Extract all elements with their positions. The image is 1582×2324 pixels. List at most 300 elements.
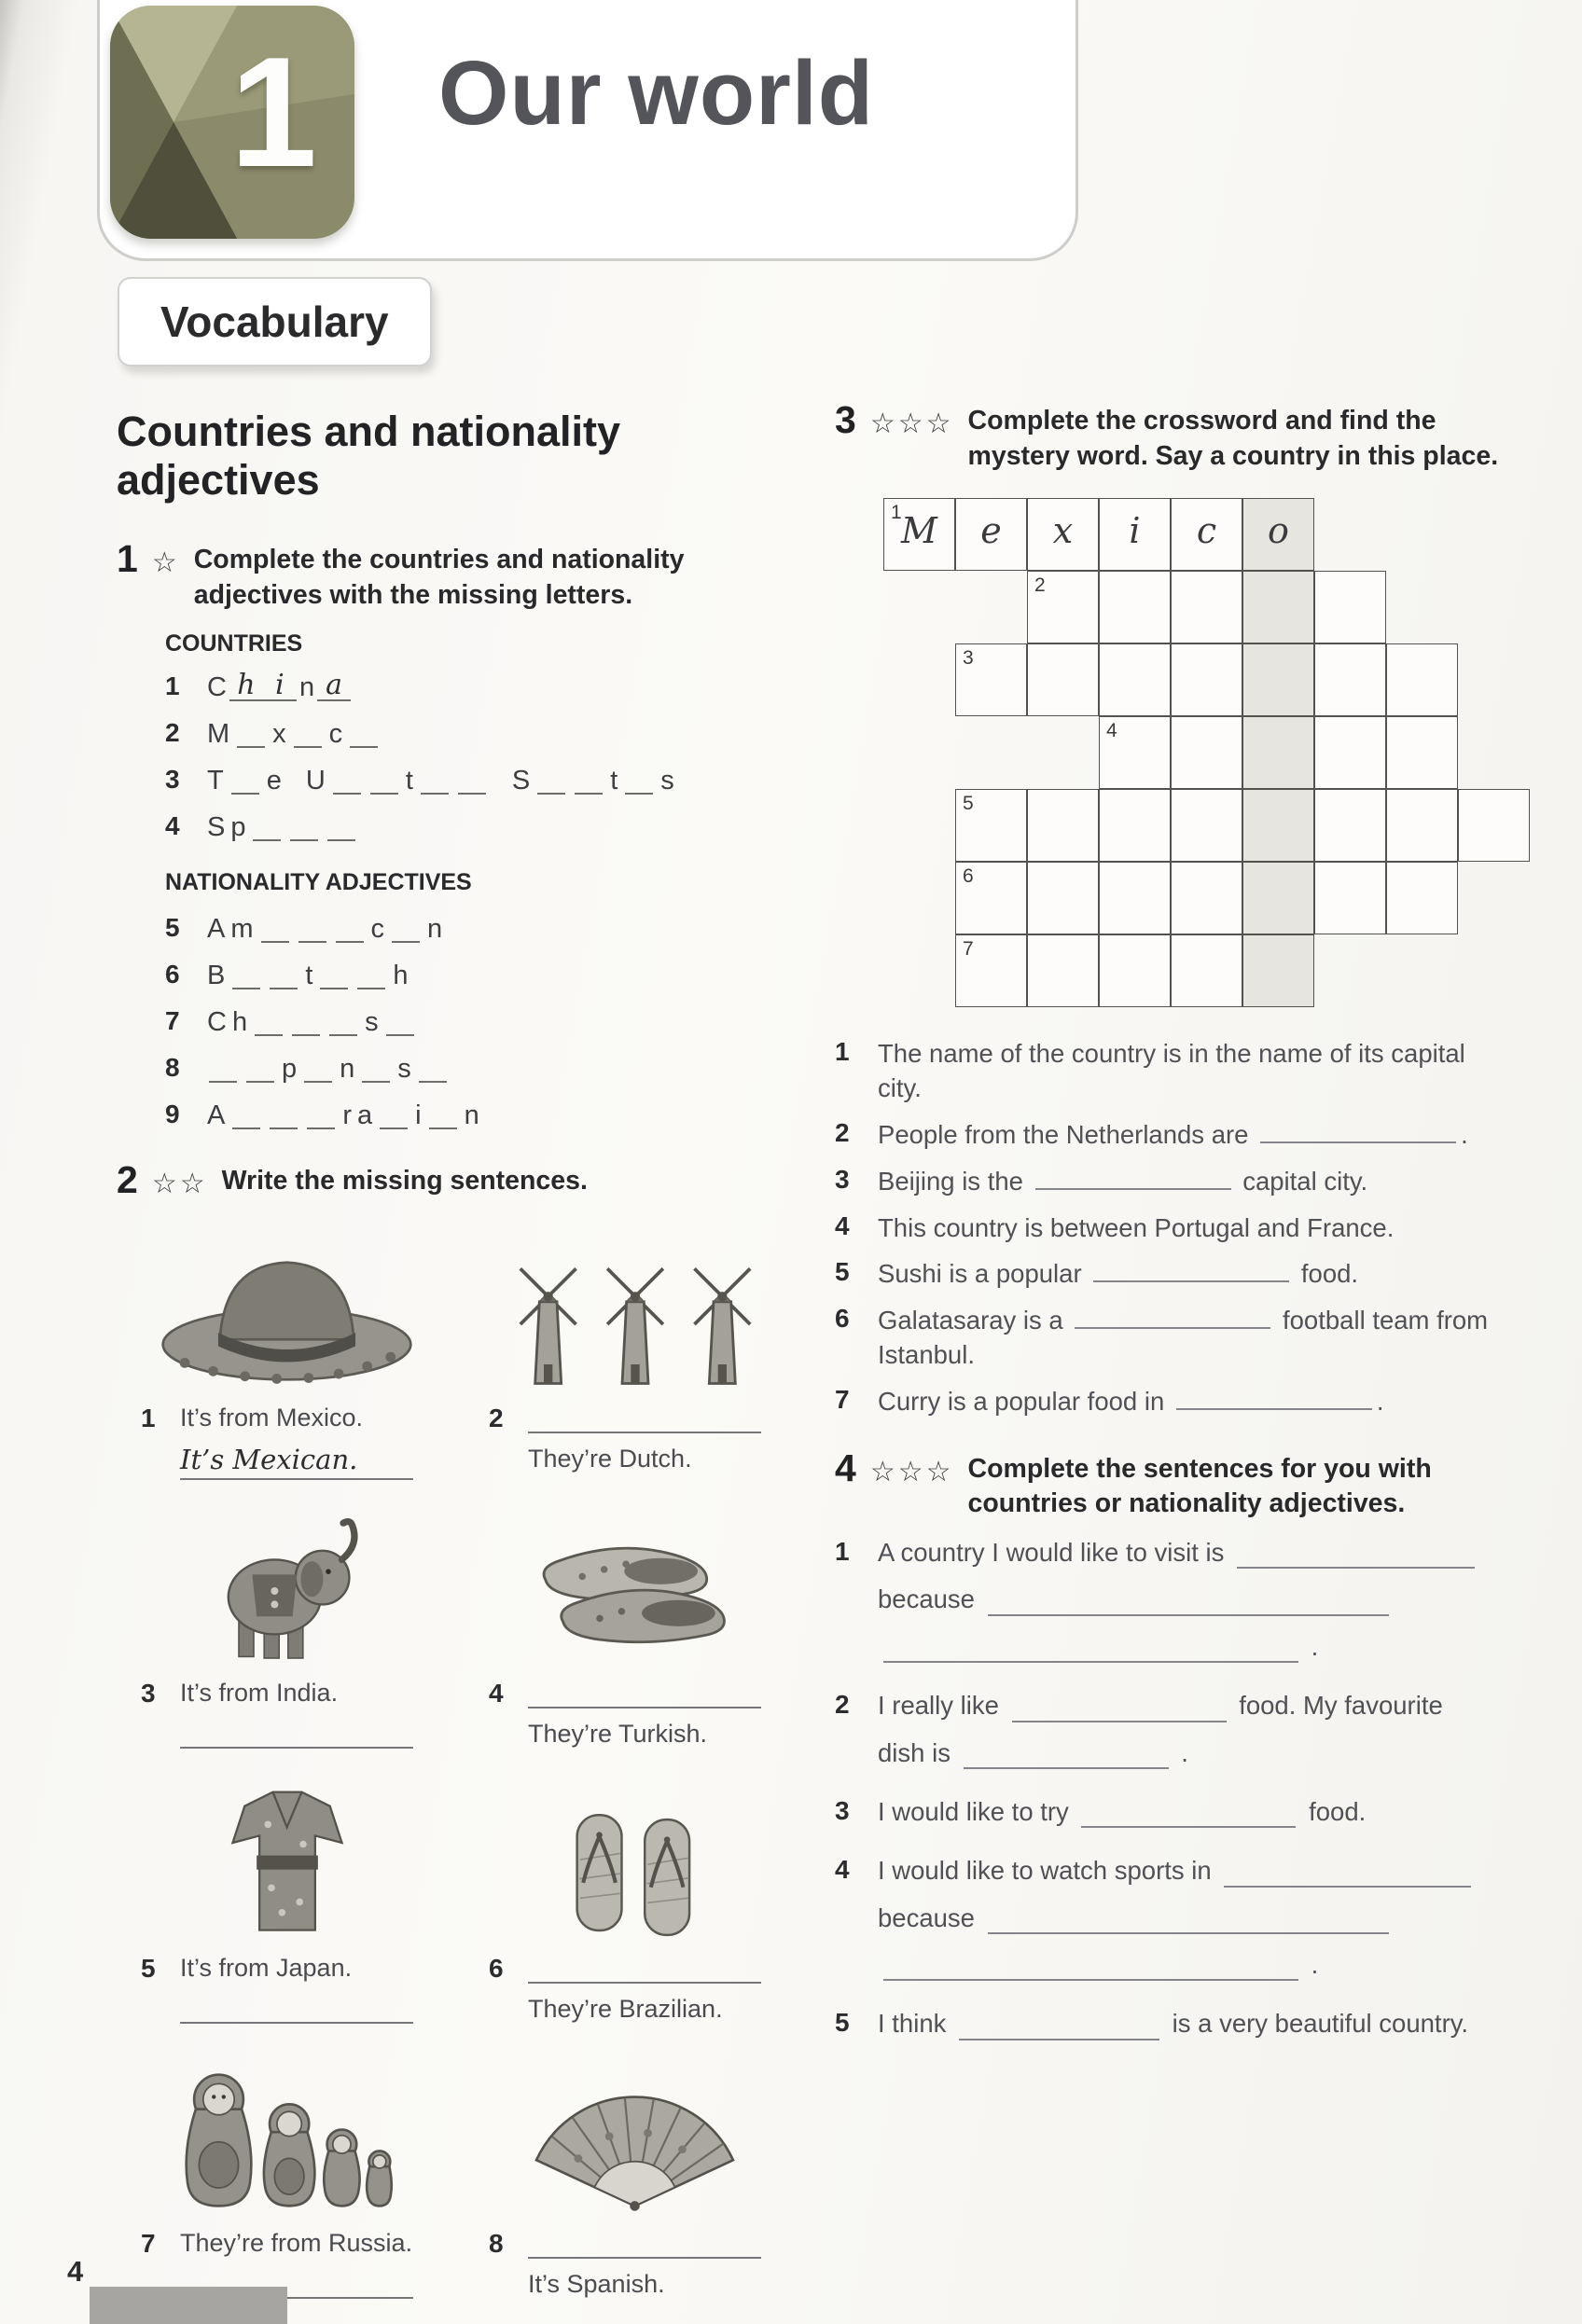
sentence-text: A country I would like to visit is — [878, 1538, 1232, 1568]
printed-letter: r — [342, 1100, 353, 1130]
crossword-cell — [1099, 498, 1171, 571]
exercise-instruction: Complete the sentences for you with countries or nationality adjectives. — [967, 1453, 1432, 1519]
sentence-text: . — [1304, 1950, 1319, 1980]
word-completion-item — [165, 808, 812, 841]
item-number: 2 — [165, 718, 180, 748]
printed-letter: n — [464, 1100, 479, 1130]
item-number: 6 — [835, 1304, 850, 1334]
answer-blank — [1093, 1260, 1289, 1282]
crossword-cell — [1242, 571, 1314, 643]
sentence-lines — [878, 1690, 1544, 1784]
printed-letter: n — [427, 913, 443, 944]
crossword-cell — [1242, 862, 1314, 934]
answer-blank — [1081, 1802, 1296, 1828]
sentence-text: . — [1173, 1737, 1188, 1767]
sentence-item — [835, 1537, 1544, 1678]
clue-text: Curry is a popular food in . — [878, 1386, 1384, 1416]
slippers-image — [465, 1500, 805, 1666]
caption-lines — [180, 1954, 457, 2035]
crossword-letter: M — [901, 510, 937, 552]
crossword-cell — [1171, 789, 1242, 862]
item-number: 5 — [141, 1954, 156, 1984]
printed-letter: i — [415, 1100, 422, 1130]
crossword-cell — [1314, 571, 1386, 643]
printed-letter: p — [282, 1053, 298, 1084]
letter-blank — [290, 808, 318, 841]
item-number: 2 — [489, 1404, 504, 1433]
crossword-clue-number: 4 — [1106, 720, 1117, 742]
item-caption — [117, 1954, 457, 2035]
crossword-cell — [1242, 498, 1314, 571]
letter-blank — [419, 1049, 447, 1083]
left-column — [117, 408, 812, 2310]
nationalities-label: NATIONALITY ADJECTIVES — [165, 869, 472, 896]
sentence-text: I really like — [878, 1691, 1006, 1721]
sentence-text: I would like to watch sports in — [878, 1856, 1219, 1886]
answer-blank-line — [528, 1679, 761, 1708]
sentence-line — [878, 1949, 1544, 1981]
crossword-clue-number: 3 — [963, 647, 974, 670]
answer-blank-line — [528, 1954, 761, 1984]
crossword-cell — [1027, 643, 1099, 716]
word-completion-item — [165, 761, 812, 795]
item-number: 2 — [835, 1117, 850, 1147]
caption-lines — [528, 1679, 805, 1760]
sentence-text: because — [878, 1584, 982, 1614]
printed-letter: s — [660, 765, 674, 795]
sentence-item — [835, 1855, 1544, 1996]
handwritten-answer-letter: h — [229, 671, 263, 702]
letter-blank — [386, 1003, 414, 1036]
letter-blank — [350, 714, 378, 748]
difficulty-stars: ☆ — [151, 547, 180, 579]
sentence-text: dish is — [878, 1737, 958, 1767]
answer-blank — [1012, 1696, 1227, 1722]
clue-text: The name of the country is in the name of its capital city. — [878, 1039, 1465, 1103]
letter-blank — [304, 1049, 332, 1083]
word-completion-item — [165, 1096, 812, 1129]
item-number: 7 — [835, 1384, 850, 1414]
word-completion-item — [165, 668, 812, 702]
difficulty-stars: ☆☆☆ — [869, 1456, 954, 1487]
word-completion-item — [165, 909, 812, 943]
windmills-image — [465, 1224, 805, 1390]
clue-text: Sushi is a popular food. — [878, 1259, 1359, 1289]
crossword-clue-number: 5 — [963, 793, 974, 815]
clue-text: Beijing is the capital city. — [878, 1166, 1368, 1196]
letter-blank — [327, 808, 355, 841]
exercise2-header — [117, 1158, 812, 1202]
crossword-cell — [1386, 716, 1458, 789]
letter-blank — [209, 1049, 237, 1083]
word-completion-item — [165, 1003, 812, 1036]
sentence-line — [878, 1690, 1544, 1722]
letter-blank — [253, 808, 281, 841]
exercise2-item — [465, 1500, 805, 1760]
exercise2-item — [117, 1775, 457, 2035]
caption-text: It’s from Mexico. — [180, 1404, 364, 1432]
sentence-item — [835, 2008, 1544, 2054]
letter-blank — [625, 761, 653, 795]
kimono-image — [117, 1775, 457, 1941]
item-number: 1 — [835, 1037, 850, 1067]
printed-letter: A — [207, 1100, 226, 1130]
crossword-cell — [1099, 934, 1171, 1007]
answer-blank — [1260, 1121, 1456, 1143]
section-label: Vocabulary — [118, 277, 432, 367]
letter-blank — [392, 909, 420, 943]
answer-blank-line — [180, 1994, 413, 2024]
crossword-cell — [1242, 716, 1314, 789]
answer-blank — [959, 2014, 1159, 2040]
sentence-text: is a very beautiful country. — [1165, 2009, 1469, 2039]
printed-letter: n — [298, 671, 315, 702]
exercise-number: 1 — [117, 537, 138, 581]
crossword-clue-number: 1 — [891, 502, 902, 524]
printed-letter: A — [207, 913, 226, 944]
sentence-line — [878, 1584, 1544, 1615]
caption-text: It’s from India. — [180, 1679, 339, 1708]
answer-blank — [988, 1908, 1389, 1934]
crossword-clue-number: 6 — [963, 865, 974, 888]
fan-image — [465, 2050, 805, 2216]
letter-blank — [575, 761, 603, 795]
printed-letter: s — [397, 1053, 411, 1084]
crossword-clue-number: 2 — [1034, 574, 1046, 597]
letter-blank — [320, 956, 348, 989]
crossword-cell — [955, 643, 1027, 716]
handwritten-answer-letter: a — [317, 671, 351, 702]
crossword-cell — [1314, 789, 1386, 862]
crossword-letter: e — [980, 510, 1002, 552]
printed-letter: C — [207, 671, 227, 702]
clue-item — [835, 1304, 1544, 1373]
answer-blank — [988, 1590, 1389, 1616]
printed-letter: U — [305, 765, 326, 795]
caption-lines — [528, 2229, 805, 2310]
item-number: 4 — [835, 1855, 850, 1885]
printed-letter: t — [610, 765, 618, 795]
caption-text: They’re Dutch. — [528, 1445, 692, 1473]
answer-blank — [1237, 1542, 1475, 1569]
item-number: 1 — [141, 1404, 156, 1433]
item-number: 5 — [835, 1257, 850, 1287]
letter-blank — [458, 761, 486, 795]
printed-letter: e — [266, 765, 282, 795]
answer-blank — [883, 1637, 1298, 1663]
item-number: 8 — [165, 1053, 180, 1083]
letter-blank — [370, 761, 398, 795]
crossword-cell — [1027, 498, 1099, 571]
crossword-cell — [955, 498, 1027, 571]
caption-text: It’s from Japan. — [180, 1954, 353, 1983]
printed-letter: S — [511, 765, 531, 795]
crossword-cell — [955, 934, 1027, 1007]
sentence-line — [878, 1537, 1544, 1569]
item-caption — [465, 1954, 805, 2035]
letter-blank — [357, 956, 385, 989]
scan-edge-artifact — [90, 2287, 287, 2324]
answer-blank — [1035, 1168, 1231, 1190]
printed-letter: t — [305, 960, 313, 990]
printed-letter: h — [393, 960, 409, 990]
printed-letter: s — [365, 1006, 379, 1037]
item-number: 1 — [835, 1537, 850, 1567]
clue-text: Galatasaray is a football team from Istanbul. — [878, 1306, 1489, 1370]
sentence-text: I think — [878, 2009, 954, 2039]
sentence-text: because — [878, 1902, 982, 1932]
item-caption — [465, 1679, 805, 1760]
letter-blank — [329, 1003, 357, 1036]
sentence-text: . — [1304, 1631, 1319, 1661]
item-number: 6 — [489, 1954, 504, 1984]
sentence-text: I would like to try — [878, 1796, 1076, 1826]
item-number: 4 — [489, 1679, 504, 1708]
item-number: 7 — [141, 2229, 156, 2259]
exercise4-header — [835, 1446, 1544, 1522]
item-number: 4 — [835, 1210, 850, 1240]
crossword-cell — [1171, 643, 1242, 716]
crossword-letter: x — [1052, 510, 1074, 552]
crossword-cell — [1027, 571, 1099, 643]
sentence-lines — [878, 1855, 1544, 1996]
answer-blank-line — [528, 1404, 761, 1433]
exercise1-header — [117, 537, 812, 613]
sentence-lines — [878, 1537, 1544, 1678]
crossword-cell — [1027, 789, 1099, 862]
letter-blank — [307, 1096, 335, 1129]
difficulty-stars: ☆☆☆ — [869, 408, 954, 439]
answer-blank — [1176, 1388, 1372, 1410]
caption-lines — [180, 1679, 457, 1760]
item-number: 9 — [165, 1100, 180, 1129]
crossword-cell — [883, 498, 955, 571]
clue-text: People from the Netherlands are . — [878, 1119, 1468, 1149]
caption-lines — [528, 1404, 805, 1485]
caption-lines — [528, 1954, 805, 2035]
crossword-cell — [1314, 643, 1386, 716]
countries-list — [117, 668, 812, 842]
crossword-cell — [1314, 862, 1386, 934]
answer-blank — [883, 1955, 1298, 1981]
letter-blank — [336, 909, 364, 943]
sentence-text: food. My favourite — [1231, 1691, 1443, 1721]
sentence-text: food. — [1301, 1796, 1367, 1826]
sentence-line — [878, 1855, 1544, 1887]
letter-blank — [380, 1096, 408, 1129]
crossword-cell — [1386, 643, 1458, 716]
handwritten-answer-letter: i — [263, 671, 297, 702]
answer-blank — [964, 1743, 1169, 1769]
printed-letter: n — [340, 1053, 355, 1084]
crossword-cell — [1458, 789, 1530, 862]
caption-text: They’re Turkish. — [528, 1720, 708, 1749]
crossword-cell — [1171, 862, 1242, 934]
printed-letter: C — [207, 1006, 227, 1037]
crossword-cell — [1242, 934, 1314, 1007]
sentence-lines — [878, 1796, 1544, 1843]
printed-letter: t — [405, 765, 413, 795]
exercise2-grid — [117, 1224, 812, 2310]
printed-letter: c — [370, 913, 385, 944]
unit-title: Our world — [438, 42, 875, 144]
exercise-instruction: Complete the countries and nationality adjectives with the missing letters. — [193, 545, 685, 610]
crossword-cell — [1099, 571, 1171, 643]
item-caption — [117, 1679, 457, 1760]
letter-blank — [231, 761, 259, 795]
letter-blank — [537, 761, 565, 795]
letter-blank — [270, 956, 298, 989]
crossword-cell — [1242, 789, 1314, 862]
letter-blank — [270, 1096, 298, 1129]
crossword-cell — [1242, 643, 1314, 716]
exercise-number: 3 — [835, 398, 856, 441]
clue-item — [835, 1211, 1544, 1246]
printed-letter: c — [328, 718, 343, 749]
item-number: 4 — [165, 811, 180, 841]
crossword-grid — [883, 498, 1532, 1009]
item-caption — [117, 1404, 457, 1480]
letter-blank — [298, 909, 326, 943]
exercise-instruction: Complete the crossword and find the mystery word. Say a country in this place. — [967, 406, 1499, 471]
clue-item — [835, 1118, 1544, 1153]
crossword-cell — [1171, 571, 1242, 643]
crossword-letter: o — [1268, 510, 1289, 552]
word-completion-item — [165, 1049, 812, 1083]
crossword-cell — [1314, 716, 1386, 789]
sentence-line — [878, 1737, 1544, 1769]
letter-blank — [362, 1049, 390, 1083]
answer-blank — [1224, 1861, 1471, 1888]
handwritten-answer: It’s Mexican. — [180, 1444, 413, 1480]
crossword-cell — [1386, 862, 1458, 934]
item-number: 3 — [165, 765, 180, 795]
item-caption — [465, 2229, 805, 2310]
nationalities-list — [117, 909, 812, 1129]
printed-letter: M — [207, 718, 230, 749]
printed-letter: a — [357, 1100, 373, 1130]
letter-blank — [421, 761, 449, 795]
sentence-item — [835, 1796, 1544, 1843]
item-number: 5 — [835, 2008, 850, 2038]
crossword-cell — [1099, 716, 1171, 789]
word-completion-item — [165, 956, 812, 989]
exercise2-item — [117, 2050, 457, 2310]
crossword-letter: c — [1196, 510, 1217, 552]
printed-letter: x — [272, 718, 286, 749]
item-number: 6 — [165, 960, 180, 989]
crossword-clue-number: 7 — [963, 938, 974, 961]
exercise2-item — [465, 2050, 805, 2310]
caption-lines — [180, 1404, 457, 1480]
clue-item — [835, 1385, 1544, 1419]
crossword-cell — [1386, 789, 1458, 862]
sentence-lines — [878, 2008, 1544, 2054]
sombrero-image — [117, 1224, 457, 1390]
crossword-cell — [1099, 643, 1171, 716]
printed-letter: h — [231, 1006, 248, 1037]
exercise3-header — [835, 398, 1544, 474]
item-number: 3 — [835, 1164, 850, 1194]
exercise2-item — [465, 1224, 805, 1485]
exercise2-item — [465, 1775, 805, 2035]
countries-label: COUNTRIES — [165, 629, 303, 657]
clue-item — [835, 1037, 1544, 1106]
caption-text: They’re Brazilian. — [528, 1995, 723, 2024]
caption-text: They’re from Russia. — [180, 2229, 413, 2258]
printed-letter: p — [230, 811, 246, 842]
printed-letter: m — [230, 913, 254, 944]
flip-flops-image — [465, 1775, 805, 1941]
item-number: 5 — [165, 913, 180, 943]
clue-item — [835, 1257, 1544, 1292]
item-number: 7 — [165, 1006, 180, 1036]
unit-badge — [110, 6, 354, 239]
exercise4-sentences — [835, 1537, 1544, 2055]
item-number: 2 — [835, 1690, 850, 1720]
clue-item — [835, 1165, 1544, 1199]
unit-number: 1 — [229, 24, 317, 200]
exercise2-item — [117, 1224, 457, 1485]
letter-blank — [232, 1096, 260, 1129]
printed-letter: S — [207, 811, 226, 842]
letter-blank — [246, 1049, 274, 1083]
sentence-line — [878, 1631, 1544, 1663]
letter-blank — [261, 909, 289, 943]
crossword-cell — [955, 789, 1027, 862]
answer-blank-line — [180, 1719, 413, 1749]
exercise-instruction: Write the missing sentences. — [221, 1166, 588, 1197]
crossword-letter: i — [1129, 510, 1141, 552]
elephant-image — [117, 1500, 457, 1666]
matryoshka-image — [117, 2050, 457, 2216]
letter-blank — [294, 714, 322, 748]
printed-letter: B — [207, 960, 226, 990]
crossword-cell — [1027, 934, 1099, 1007]
difficulty-stars: ☆☆ — [151, 1169, 208, 1200]
letter-blank — [429, 1096, 457, 1129]
right-column — [835, 398, 1544, 2068]
page-number: 4 — [67, 2255, 84, 2288]
crossword-cell — [1171, 934, 1242, 1007]
letter-blank — [292, 1003, 320, 1036]
exercise2-item — [117, 1500, 457, 1760]
item-caption — [465, 1404, 805, 1485]
crossword-clues — [835, 1037, 1544, 1419]
sentence-line — [878, 1796, 1544, 1828]
caption-text: It’s Spanish. — [528, 2270, 665, 2299]
item-number: 1 — [165, 671, 180, 701]
item-number: 8 — [489, 2229, 504, 2259]
word-completion-item — [165, 714, 812, 748]
exercise-number: 4 — [835, 1446, 856, 1489]
letter-blank — [232, 956, 260, 989]
sentence-item — [835, 1690, 1544, 1784]
answer-blank-line — [528, 2229, 761, 2259]
item-number: 3 — [835, 1795, 850, 1825]
crossword-cell — [1171, 716, 1242, 789]
exercise-number: 2 — [117, 1158, 138, 1202]
letter-blank — [333, 761, 361, 795]
letter-blank — [255, 1003, 283, 1036]
crossword-cell — [1099, 789, 1171, 862]
answer-blank — [1075, 1307, 1270, 1329]
printed-letter: T — [207, 765, 224, 795]
letter-blank — [237, 714, 265, 748]
crossword-cell — [1099, 862, 1171, 934]
sentence-line — [878, 2008, 1544, 2040]
topic-heading: Countries and nationality adjectives — [117, 408, 621, 505]
